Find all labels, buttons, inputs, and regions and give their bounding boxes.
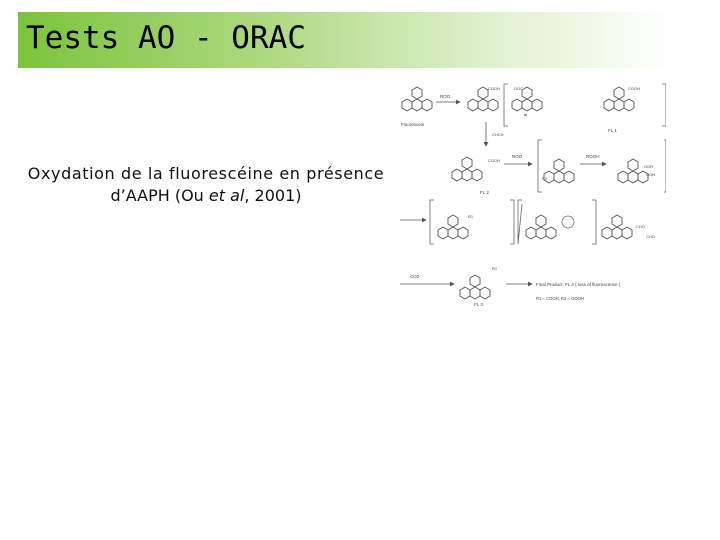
label-fluorescein: Fluorescein bbox=[401, 122, 425, 127]
row3-bracket-2 bbox=[518, 200, 596, 244]
label-ooh: OOH bbox=[646, 172, 656, 177]
label-r-definition: R1 = COOH, R2 = OOOH bbox=[536, 296, 584, 301]
fl1-bracket bbox=[504, 84, 666, 133]
label-chch: CHCH bbox=[492, 132, 504, 137]
peroxide-bracket bbox=[538, 140, 666, 192]
label-r1-b: R1 bbox=[492, 266, 498, 271]
label-co2: CO2 bbox=[410, 274, 420, 279]
caption-line-2 bbox=[26, 185, 386, 207]
label-cooh-3: COOH bbox=[488, 158, 500, 163]
caption-citation-prefix: d’AAPH (Ou bbox=[110, 186, 209, 205]
title-bar bbox=[18, 12, 670, 68]
label-r1-a: R1 bbox=[468, 214, 474, 219]
slide-title: Tests AO - ORAC bbox=[26, 20, 306, 56]
caption-citation-italic: et al bbox=[208, 186, 245, 205]
fl3-structure bbox=[460, 266, 498, 307]
caption bbox=[26, 163, 386, 207]
intermediate-1 bbox=[468, 86, 500, 111]
label-fl1: FL 1 bbox=[608, 128, 617, 133]
label-cooh-1: COOH bbox=[488, 86, 500, 91]
label-fl3: FL 3 bbox=[474, 302, 483, 307]
label-r2-a: R2 bbox=[542, 176, 548, 181]
label-rooh: ROOH bbox=[586, 154, 600, 159]
label-cho-2: CHO bbox=[646, 234, 655, 239]
row3-product bbox=[602, 215, 655, 239]
caption-citation-suffix: , 2001) bbox=[244, 186, 302, 205]
label-roo-1: ROO bbox=[440, 94, 451, 99]
reaction-scheme bbox=[396, 78, 666, 316]
label-cooh-2: COOH bbox=[628, 86, 640, 91]
label-roo-2: ROO bbox=[512, 154, 523, 159]
label-cho-1: CHO bbox=[636, 224, 645, 229]
caption-line-1: Oxydation de la fluorescéine en présence bbox=[27, 164, 385, 183]
label-ooc: OOC bbox=[514, 86, 524, 91]
svg-text:⇌: ⇌ bbox=[524, 112, 528, 117]
row3-bracket-1 bbox=[430, 200, 514, 244]
label-final-product: Final Product: FL 4 ( loss of fluorescence ) bbox=[536, 282, 621, 287]
label-oor: OOR bbox=[644, 164, 654, 169]
label-fl2: FL 2 bbox=[480, 190, 489, 195]
intermediate-fl2 bbox=[452, 157, 500, 195]
fluorescein-structure bbox=[401, 87, 432, 127]
